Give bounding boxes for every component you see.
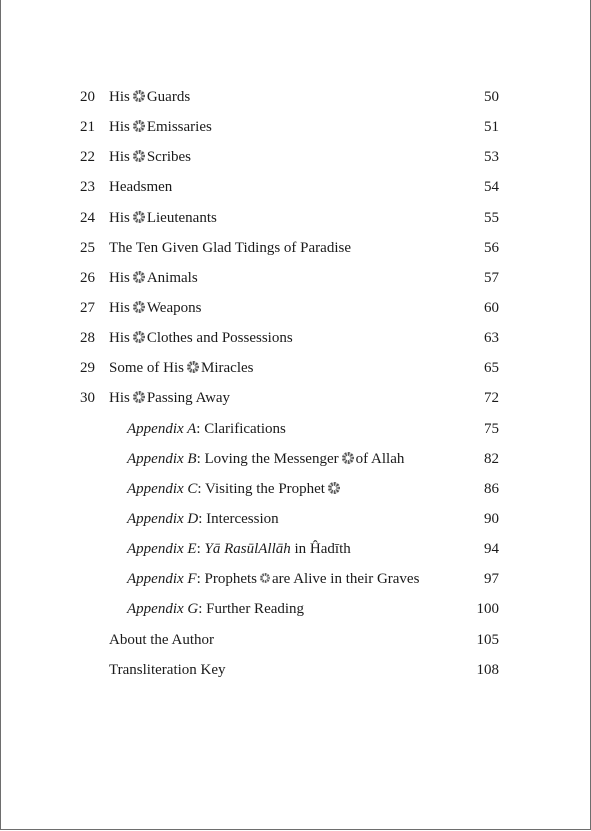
appendix-text: : Prophets [196,571,257,588]
title-prefix: His [109,209,130,226]
salawat-glyph-icon [133,271,145,283]
title-suffix: Lieutenants [146,209,217,226]
chapter-title [109,144,191,170]
chapter-number: 21 [80,119,95,136]
salawat-glyph-icon [187,361,199,373]
toc-entry-27 [1,295,590,325]
toc-appendix-e [1,536,590,566]
page-number: 108 [476,661,499,678]
title-suffix: Scribes [146,149,192,166]
chapter-title [109,385,230,411]
chapter-number: 26 [80,269,95,286]
appendix-text: : Loving the Messenger [196,450,339,467]
toc-about-author [1,627,590,657]
salawat-glyph-icon [133,90,145,102]
page-number: 60 [484,299,499,316]
toc-entry-28 [1,325,590,355]
salawat-glyph-icon [342,452,354,464]
page-number: 55 [484,209,499,226]
title-prefix: His [109,149,130,166]
appendix-text-2: of Allah [355,450,405,467]
salawat-glyph-icon [133,120,145,132]
toc-entry-20 [1,84,590,114]
chapter-number: 30 [80,390,95,407]
toc-entry-25 [1,235,590,265]
salawat-glyph-icon [133,301,145,313]
appendix-title [127,416,286,442]
page-number: 50 [484,89,499,105]
toc-entry-26 [1,265,590,295]
chapter-title [109,114,212,140]
appendix-text: : [196,541,205,558]
appendix-title [127,596,304,622]
chapter-title [109,325,293,351]
toc-entry-22 [1,144,590,174]
chapter-title [109,205,217,231]
page-number: 51 [484,119,499,136]
appendix-label: Appendix F [127,571,197,588]
toc-appendix-a [1,416,590,446]
page-number: 90 [484,510,499,527]
table-of-contents [1,84,590,687]
title-suffix: Guards [146,89,191,105]
toc-entry-24 [1,205,590,235]
page-number: 100 [476,601,499,618]
salawat-glyph-icon [133,150,145,162]
title-prefix: Some of His [109,360,184,377]
toc-appendix-f [1,566,590,596]
page-number: 65 [484,360,499,377]
appendix-title [127,476,342,502]
page-number: 63 [484,330,499,347]
page-number: 105 [476,631,499,648]
toc-entry-23 [1,174,590,204]
page-number: 54 [484,179,499,196]
toc-transliteration-key [1,657,590,687]
chapter-title: The Ten Given Glad Tidings of Paradise [109,239,351,256]
chapter-number: 28 [80,330,95,347]
appendix-label: Appendix D [127,510,199,527]
salawat-glyph-icon [133,331,145,343]
appendix-text: : Clarifications [196,420,286,437]
page-number: 75 [484,420,499,437]
back-matter-title: About the Author [109,631,214,648]
toc-appendix-g [1,596,590,626]
appendix-title [127,506,279,532]
appendix-title [127,536,351,562]
title-suffix: Clothes and Possessions [146,330,293,347]
alayhim-salam-glyph-icon [260,573,270,583]
chapter-number: 25 [80,239,95,256]
chapter-number: 29 [80,360,95,377]
chapter-title [109,355,253,381]
appendix-text-2: are Alive in their Graves [271,571,420,588]
toc-appendix-d [1,506,590,536]
toc-appendix-b [1,446,590,476]
title-prefix: His [109,269,130,286]
toc-entry-30 [1,385,590,415]
chapter-title: Headsmen [109,179,173,196]
back-matter-title: Transliteration Key [109,661,226,678]
page-number: 94 [484,541,499,558]
chapter-number: 27 [80,299,95,316]
appendix-title [127,566,419,592]
appendix-text: : Further Reading [198,601,305,618]
appendix-label: Appendix B [127,450,197,467]
chapter-title [109,295,201,321]
salawat-glyph-icon [328,482,340,494]
chapter-number: 24 [80,209,95,226]
title-suffix: Animals [146,269,198,286]
chapter-number: 23 [80,179,95,196]
toc-entry-29 [1,355,590,385]
page-number: 72 [484,390,499,407]
chapter-title [109,265,198,291]
salawat-glyph-icon [133,391,145,403]
appendix-label: Appendix G [127,601,199,618]
title-suffix: Weapons [146,299,202,316]
appendix-italic-phrase: Yā RasūlAllāh [204,541,291,558]
title-prefix: His [109,119,130,136]
page-number: 82 [484,450,499,467]
appendix-label: Appendix C [127,480,198,497]
page-number: 56 [484,239,499,256]
title-suffix: Miracles [201,360,254,377]
title-prefix: His [109,89,130,105]
title-suffix: Emissaries [146,119,212,136]
title-prefix: His [109,299,130,316]
chapter-number: 22 [80,149,95,166]
appendix-title [127,446,404,472]
title-prefix: His [109,390,130,407]
page-number: 97 [484,571,499,588]
appendix-label: Appendix E [127,541,197,558]
appendix-text-2: in Ĥadīth [290,541,351,558]
page-number: 57 [484,269,499,286]
title-suffix: Passing Away [146,390,231,407]
page-number: 86 [484,480,499,497]
chapter-title [109,84,190,110]
appendix-text: : Visiting the Prophet [197,480,325,497]
appendix-text: : Intercession [198,510,279,527]
title-prefix: His [109,330,130,347]
appendix-label: Appendix A [127,420,197,437]
page-number: 53 [484,149,499,166]
toc-appendix-c [1,476,590,506]
salawat-glyph-icon [133,211,145,223]
chapter-number: 20 [80,89,95,105]
toc-entry-21 [1,114,590,144]
